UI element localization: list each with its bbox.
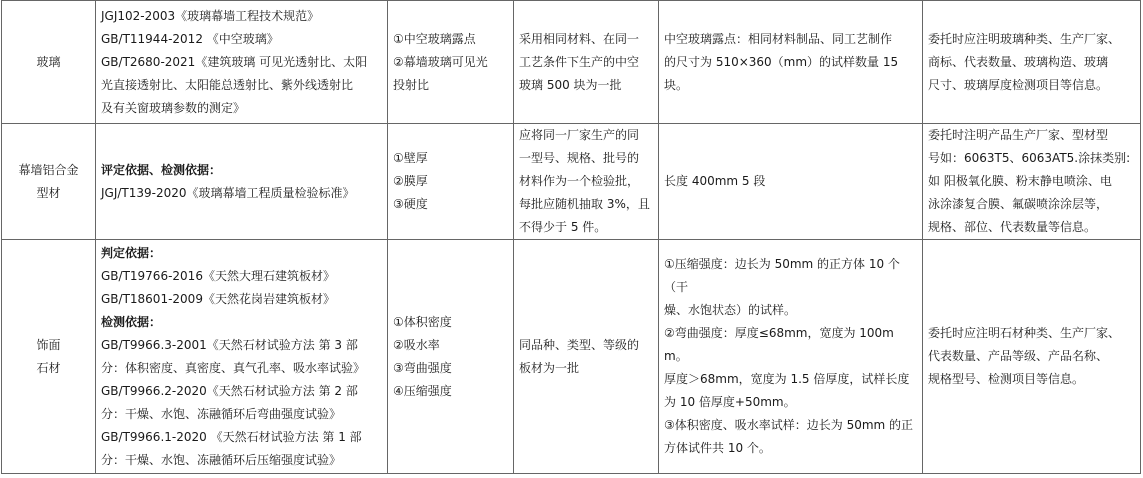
test-items-line: ④压缩强度 <box>393 383 452 398</box>
standard-basis-line: 光直接透射比、太阳能总透射比、紫外线透射比 <box>101 77 354 92</box>
test-items-line: ①壁厚 <box>393 151 428 165</box>
batch-rule-line: 采用相同材料、在同一 <box>519 31 640 46</box>
standard-basis-line: JGJ/T139-2020《玻璃幕墙工程质量检验标准》 <box>101 185 355 200</box>
commission-note <box>923 124 1141 240</box>
commission-note <box>923 240 1141 474</box>
batch-rule-line: 每批应随机抽取 3%，且 <box>519 197 650 211</box>
commission-note-line: 规格、部位、代表数量等信息。 <box>928 220 1097 234</box>
standard-basis-line: 分：干燥、水饱、冻融循环后压缩强度试验》 <box>101 452 342 467</box>
test-items-line: ②吸水率 <box>393 337 440 352</box>
standard-basis-line: GB/T11944-2012 《中空玻璃》 <box>101 31 279 46</box>
sample-requirement-line: 厚度＞68mm，宽度为 1.5 倍厚度，试样长度 <box>664 372 910 386</box>
sample-requirement <box>659 124 923 240</box>
standard-basis <box>96 1 388 124</box>
test-items-line: ②幕墙玻璃可见光 <box>393 54 488 69</box>
commission-note-line: 商标、代表数量、玻璃构造、玻璃 <box>928 54 1109 69</box>
batch-rule <box>514 1 659 124</box>
batch-rule-line: 同品种、类型、等级的 <box>519 337 640 352</box>
standard-basis-line: GB/T9966.2-2020《天然石材试验方法 第 2 部 <box>101 383 358 398</box>
sample-requirement-line: ①压缩强度：边长为 50mm 的正方体 10 个（干 <box>664 257 900 294</box>
test-items-line: ②膜厚 <box>393 174 428 188</box>
batch-rule-line: 板材为一批 <box>519 360 580 375</box>
standard-basis-line: 分：干燥、水饱、冻融循环后弯曲强度试验》 <box>101 406 342 421</box>
material-category-line: 石材 <box>36 360 61 375</box>
commission-note-line: 泳涂漆复合膜、氟碳喷涂涂层等， <box>928 197 1109 211</box>
commission-note-line: 尺寸、玻璃厚度检测项目等信息。 <box>928 77 1109 92</box>
commission-note <box>923 1 1141 124</box>
standard-basis-line: 评定依据、检测依据： <box>101 162 222 177</box>
standard-basis-line: GB/T9966.3-2001《天然石材试验方法 第 3 部 <box>101 337 358 352</box>
standard-basis-line: 及有关窗玻璃参数的测定》 <box>101 100 246 115</box>
sample-requirement <box>659 240 923 474</box>
commission-note-line: 委托时应注明石材种类、生产厂家、 <box>928 326 1121 340</box>
table-row <box>2 124 1141 240</box>
table-row <box>2 1 1141 124</box>
commission-note-line: 委托时应注明玻璃种类、生产厂家、 <box>928 31 1121 46</box>
standard-basis-line: GB/T2680-2021《建筑玻璃 可见光透射比、太阳 <box>101 54 368 69</box>
test-items-line: ③弯曲强度 <box>393 360 452 375</box>
test-items <box>388 124 514 240</box>
test-items-line: 投射比 <box>393 77 430 92</box>
sample-requirement-line: 长度 400mm 5 段 <box>664 174 766 188</box>
test-items <box>388 1 514 124</box>
batch-rule-line: 一型号、规格、批号的 <box>519 151 640 165</box>
test-items-line: ①体积密度 <box>393 314 452 329</box>
test-items-line: ①中空玻璃露点 <box>393 31 476 46</box>
sample-requirement-line: 为 10 倍厚度+50mm。 <box>664 395 796 409</box>
material-category-line: 饰面 <box>36 337 61 352</box>
material-category-line: 幕墙铝合金 <box>18 162 79 177</box>
standard-basis-line: 分：体积密度、真密度、真气孔率、吸水率试验》 <box>101 360 366 375</box>
batch-rule-line: 玻璃 500 块为一批 <box>519 77 622 92</box>
commission-note-line: 规格型号、检测项目等信息。 <box>928 372 1085 386</box>
material-category <box>2 124 96 240</box>
standard-basis-line: GB/T9966.1-2020 《天然石材试验方法 第 1 部 <box>101 429 362 444</box>
standard-basis <box>96 240 388 474</box>
standard-basis-line: 判定依据： <box>101 245 162 260</box>
sample-requirement-line: 的尺寸为 510×360（mm）的试样数量 15 块。 <box>664 54 899 92</box>
test-items <box>388 240 514 474</box>
standard-basis-line: JGJ102-2003《玻璃幕墙工程技术规范》 <box>101 8 320 23</box>
material-category-line: 玻璃 <box>36 54 61 69</box>
batch-rule-line: 不得少于 5 件。 <box>519 220 607 234</box>
sample-requirement-line: ②弯曲强度：厚度≤68mm，宽度为 100mm。 <box>664 326 894 363</box>
sample-requirement-line: 中空玻璃露点：相同材料制品、同工艺制作 <box>664 31 893 46</box>
standard-basis-line: 检测依据： <box>101 314 162 329</box>
batch-rule <box>514 240 659 474</box>
batch-rule <box>514 124 659 240</box>
table-row <box>2 240 1141 474</box>
batch-rule-line: 应将同一厂家生产的同 <box>519 128 640 142</box>
material-category <box>2 1 96 124</box>
sample-requirement-line: ③体积密度、吸水率试样：边长为 50mm 的正 <box>664 418 914 432</box>
batch-rule-line: 工艺条件下生产的中空 <box>519 54 640 69</box>
standard-basis <box>96 124 388 240</box>
sample-requirement-line: 方体试件共 10 个。 <box>664 441 771 455</box>
sample-requirement <box>659 1 923 124</box>
inspection-requirements-table <box>1 0 1141 474</box>
standard-basis-line: GB/T19766-2016《天然大理石建筑板材》 <box>101 268 335 283</box>
commission-note-line: 号如：6063T5、6063AT5.涂抹类别: <box>928 151 1131 165</box>
standard-basis-line: GB/T18601-2009《天然花岗岩建筑板材》 <box>101 291 335 306</box>
commission-note-line: 如 阳极氧化膜、粉末静电喷涂、电 <box>928 174 1112 188</box>
commission-note-line: 委托时注明产品生产厂家、型材型 <box>928 128 1109 142</box>
test-items-line: ③硬度 <box>393 197 428 211</box>
batch-rule-line: 材料作为一个检验批， <box>519 174 640 188</box>
sample-requirement-line: 燥、水饱状态）的试样。 <box>664 303 797 317</box>
material-category <box>2 240 96 474</box>
commission-note-line: 代表数量、产品等级、产品名称、 <box>928 349 1109 363</box>
material-category-line: 型材 <box>36 185 61 200</box>
